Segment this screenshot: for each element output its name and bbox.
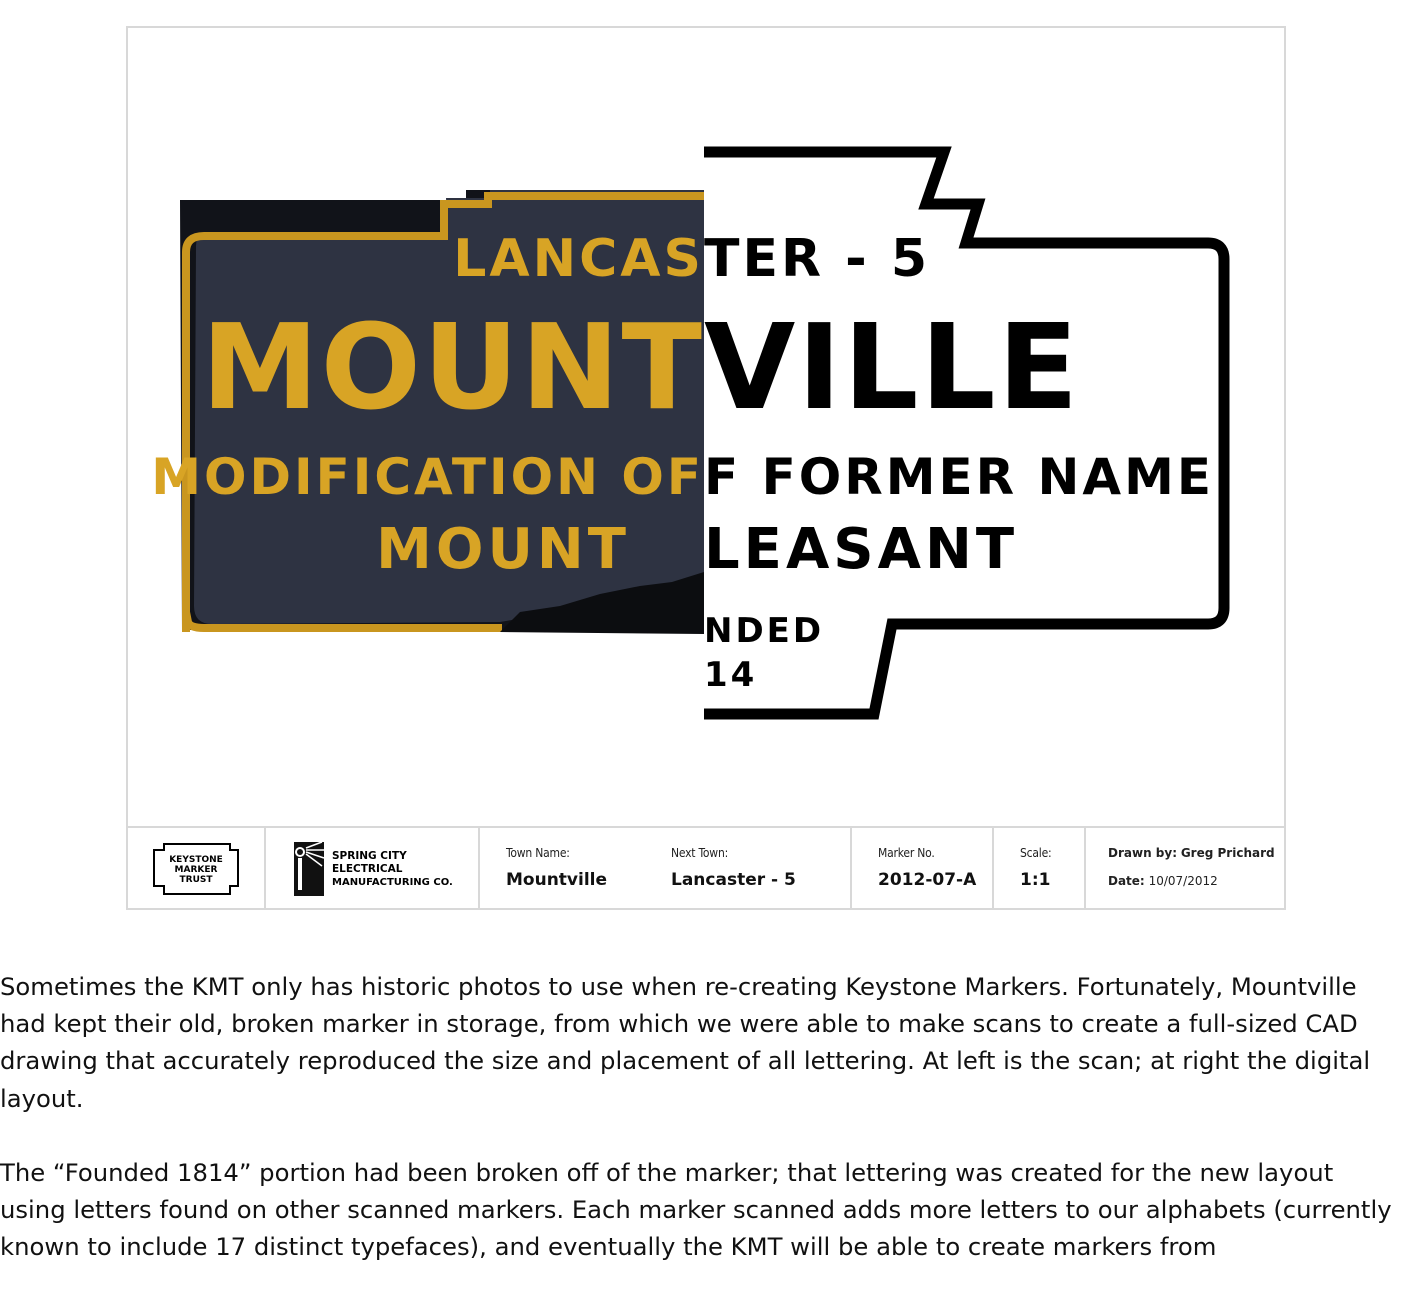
caption-text — [0, 968, 1406, 1302]
spring-city-logo-cell — [266, 828, 480, 910]
next-town-value: Lancaster - 5 — [671, 870, 796, 890]
svg-text:TRUST: TRUST — [179, 875, 213, 885]
scan-town-text: MOUNT — [201, 298, 704, 436]
layout-founded-text: NDED — [704, 611, 825, 651]
scale-value: 1:1 — [1020, 870, 1051, 890]
drawn-by-cell — [1086, 828, 1286, 910]
marker-no-cell — [852, 828, 994, 910]
svg-text:MANUFACTURING CO.: MANUFACTURING CO. — [332, 877, 453, 888]
drawn-by-label: Drawn by: — [1108, 846, 1177, 860]
town-info-cell — [480, 828, 852, 910]
svg-text:ELECTRICAL: ELECTRICAL — [332, 863, 403, 875]
title-block — [126, 826, 1286, 910]
layout-modification-text: F FORMER NAME — [704, 448, 1214, 506]
scan-county-text: LANCAS — [453, 229, 704, 289]
spring-city-logo — [266, 828, 480, 910]
drawn-by-value: Greg Prichard — [1180, 846, 1275, 860]
marker-no-value: 2012-07-A — [878, 870, 977, 890]
date-value: 10/07/2012 — [1148, 874, 1218, 888]
next-town-label: Next Town: — [671, 846, 729, 860]
date-line — [1108, 874, 1218, 888]
scale-cell — [994, 828, 1086, 910]
caption-paragraph-2: The “Founded 1814” portion had been broken off of the marker; that lettering was created for the new layout using letters found on other scanned markers. Each marker scanned adds more letters to our alphabets (currently known to include 17 distinct typefaces), and eventually the KMT will be able to create markers from — [0, 1157, 1392, 1262]
caption-paragraph-1: Sometimes the KMT only has historic photos to use when re-creating Keystone Markers. Fortunately, Mountville had kept their old, broken marker in storage, from which we were able to make scans to create a full-sized CAD drawing that accurately reproduced the size and placement of all lettering. At left is the scan; at right the digital layout. — [0, 972, 1371, 1113]
svg-text:SPRING CITY: SPRING CITY — [332, 850, 407, 862]
svg-text:KEYSTONE: KEYSTONE — [169, 855, 223, 865]
marker-no-label: Marker No. — [878, 846, 935, 860]
date-label: Date: — [1108, 874, 1145, 888]
kmt-logo — [126, 828, 266, 910]
svg-text:MARKER: MARKER — [174, 865, 218, 875]
layout-year-text: 14 — [704, 655, 758, 695]
scan-mount-text: MOUNT — [376, 517, 630, 582]
kmt-logo-cell — [126, 828, 266, 910]
layout-mount-text: LEASANT — [704, 517, 1019, 582]
layout-county-text: TER - 5 — [704, 229, 931, 289]
town-name-label: Town Name: — [506, 846, 570, 860]
layout-town-text: VILLE — [704, 298, 1081, 436]
town-name-value: Mountville — [506, 870, 608, 890]
scan-modification-text: MODIFICATION OF — [151, 448, 704, 506]
scale-label: Scale: — [1020, 846, 1052, 860]
drawn-by-line — [1108, 846, 1275, 860]
